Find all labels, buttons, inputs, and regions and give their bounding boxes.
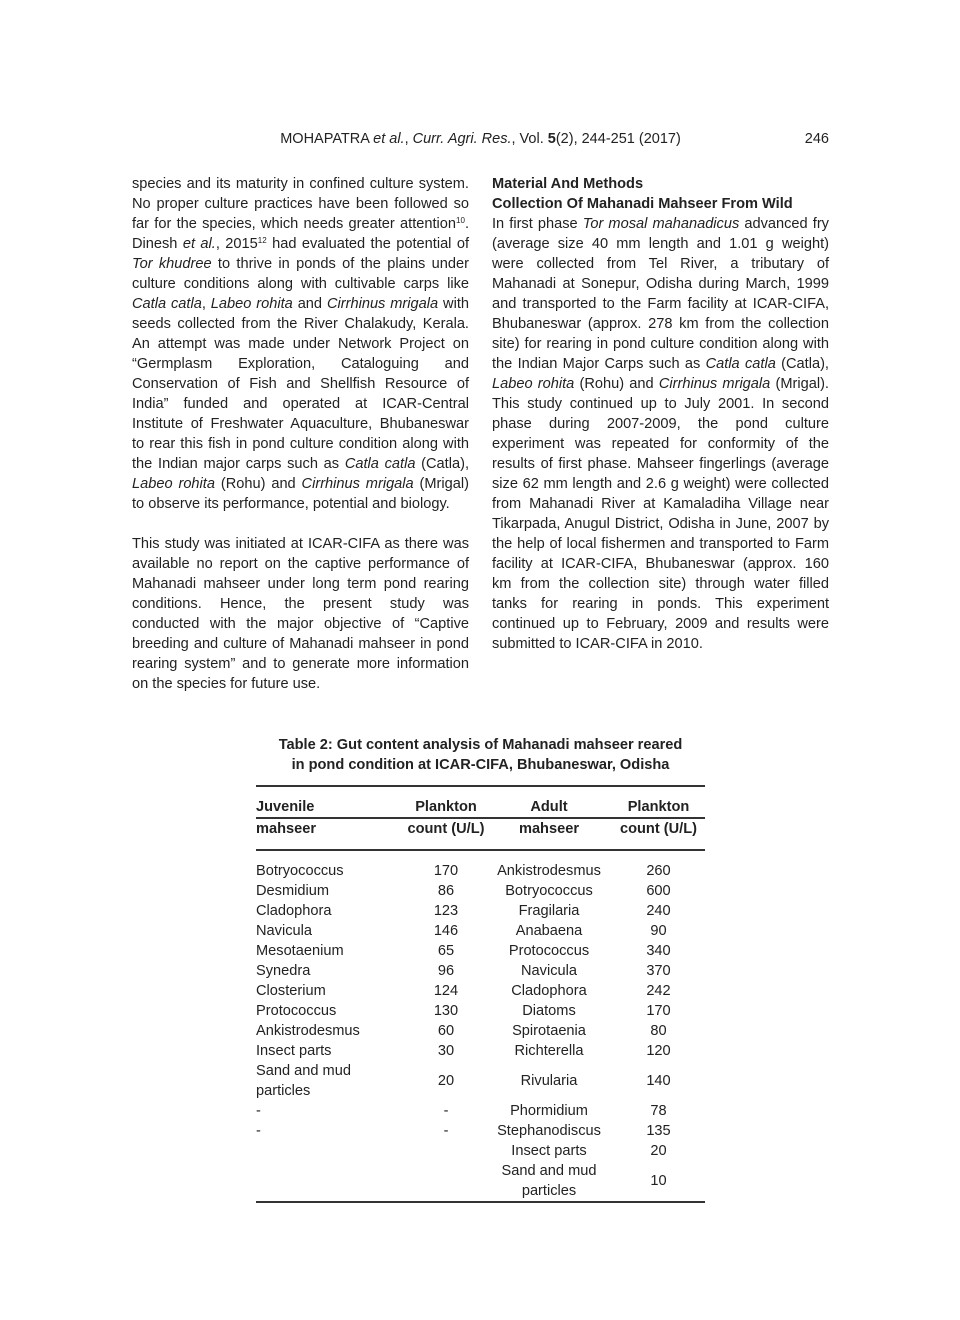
table-body [256,850,705,1202]
header-cell: mahseer [518,821,580,837]
adult-item-cell: Spirotaenia [512,1023,586,1039]
adult-item-cell: Sand and mud particles [501,1163,597,1199]
header-cell: count (U/L) [619,821,697,837]
citation: MOHAPATRA et al., Curr. Agri. Res., Vol. 5(2), 244-251 (2017) [280,131,681,147]
juvenile-item-cell: Closterium [256,983,326,999]
header-cell: Plankton [627,799,690,815]
adult-item-cell: Cladophora [511,983,587,999]
subsection-heading: Collection Of Mahanadi Mahseer From Wild [492,196,793,212]
juvenile-count-cell: 146 [433,923,459,939]
adult-count-cell: 120 [646,1043,671,1059]
table-row [256,1121,705,1141]
adult-item-cell: Anabaena [515,923,583,939]
table-row [256,1061,705,1101]
juvenile-count-cell: 86 [437,883,455,899]
adult-item-cell: Insect parts [511,1143,587,1159]
juvenile-item-cell: Protococcus [256,1003,337,1019]
table-caption-line: in pond condition at ICAR-CIFA, Bhubaneswar, Odisha [291,757,670,773]
juvenile-count-cell: - [443,1123,449,1139]
intro-paragraph: species and its maturity in confined culture system. No proper culture practices have been followed so far for the species, which needs greater attention$^{10}$. Dinesh et al., 2015$^{12}$ had evaluated the potential of Tor khudree to thrive in ponds of the plains under culture conditions along with cultivable carps like Catla catla, Labeo rohita and Cirrhinus mrigala with seeds collected from the River Chalakudy, Kerala. An attempt was made under Network Project on “Germplasm Exploration, Cataloguing and Conservation of Fish and Shellfish Resource of India” funded and operated at ICAR-Central Institute of Freshwater Aquaculture, Bhubaneswar to rear this fish in pond culture condition along with the Indian major carps such as Catla catla (Catla), Labeo rohita (Rohu) and Cirrhinus mrigala (Mrigal) to observe its performance, potential and biology. [132,176,470,512]
header-cell: Juvenile [256,799,315,815]
juvenile-item-cell: Synedra [256,963,311,979]
juvenile-item-cell: Mesotaenium [256,943,344,959]
adult-count-cell: 90 [650,923,667,939]
juvenile-item-cell: Cladophora [256,903,332,919]
header-cell: count (U/L) [407,821,485,837]
gut-content-table [256,785,705,1203]
juvenile-count-cell: 96 [437,963,455,979]
adult-item-cell: Stephanodiscus [497,1123,601,1139]
juvenile-count-cell: 170 [433,863,459,879]
table-row [256,941,705,961]
adult-count-cell: 600 [646,883,671,899]
adult-item-cell: Fragilaria [518,903,580,919]
juvenile-item-cell: Botryococcus [256,863,344,879]
table-row [256,1001,705,1021]
adult-count-cell: 20 [650,1143,667,1159]
table-row [256,1101,705,1121]
adult-item-cell: Protococcus [508,943,590,959]
table-row [256,1021,705,1041]
juvenile-item-cell [256,1161,406,1202]
section-heading: Material And Methods [492,176,644,192]
juvenile-count-cell [406,1141,486,1161]
right-column [492,174,829,654]
adult-count-cell: 240 [646,903,671,919]
adult-count-cell: 260 [646,863,671,879]
header-cell: Plankton [415,799,477,815]
table-caption [256,735,705,775]
page-number: 246 [804,131,829,147]
juvenile-count-cell: 20 [437,1073,455,1089]
table-row [256,981,705,1001]
adult-count-cell: 135 [646,1123,671,1139]
juvenile-count-cell [406,1161,486,1202]
table-header-row [256,786,705,818]
adult-count-cell: 340 [646,943,671,959]
juvenile-count-cell: - [443,1103,449,1119]
adult-item-cell: Rivularia [520,1073,578,1089]
table-caption-line: Table 2: Gut content analysis of Mahanadi mahseer reared [278,737,683,753]
table-row [256,961,705,981]
juvenile-count-cell: 124 [433,983,459,999]
juvenile-item-cell: - [256,1103,261,1119]
juvenile-item-cell [256,1141,406,1161]
juvenile-count-cell: 123 [433,903,459,919]
adult-count-cell: 140 [646,1073,671,1089]
header-cell: Adult [530,799,568,815]
objective-paragraph: This study was initiated at ICAR-CIFA as there was available no report on the captive performance of Mahanadi mahseer under long term pond rearing conditions. Hence, the present study was conducted with the major objective of “Captive breeding and culture of Mahanadi mahseer in pond rearing system” and to generate more information on the species for future use. [132,536,469,692]
adult-count-cell: 370 [646,963,671,979]
table-row [256,1161,705,1202]
adult-item-cell: Ankistrodesmus [497,863,601,879]
table-row [256,1041,705,1061]
adult-item-cell: Botryococcus [505,883,593,899]
left-column [132,174,469,694]
table-row [256,1141,705,1161]
juvenile-item-cell: Navicula [256,923,312,939]
table-header-row [256,818,705,850]
juvenile-item-cell: - [256,1123,261,1139]
adult-item-cell: Richterella [514,1043,584,1059]
juvenile-count-cell: 65 [437,943,455,959]
juvenile-item-cell: Sand and mud particles [256,1063,351,1099]
juvenile-count-cell: 30 [437,1043,455,1059]
header-cell: mahseer [256,821,317,837]
table-row [256,921,705,941]
table-row [256,901,705,921]
adult-count-cell: 242 [646,983,671,999]
juvenile-count-cell: 60 [437,1023,455,1039]
adult-item-cell: Phormidium [510,1103,588,1119]
juvenile-count-cell: 130 [433,1003,459,1019]
adult-count-cell: 78 [650,1103,667,1119]
juvenile-item-cell: Ankistrodesmus [256,1023,360,1039]
table-row [256,850,705,881]
juvenile-item-cell: Insect parts [256,1043,332,1059]
adult-item-cell: Diatoms [522,1003,576,1019]
methods-paragraph: In first phase Tor mosal mahanadicus advanced fry (average size 40 mm length and 1.01 g weight) were collected from Tel River, a tributary of Mahanadi at Sonepur, Odisha during March, 1999 and transported to the Farm facility at ICAR-CIFA, Bhubaneswar (approx. 278 km from the collection site) for rearing in pond culture condition along with the Indian Major Carps such as Catla catla (Catla), Labeo rohita (Rohu) and Cirrhinus mrigala (Mrigal). This study continued up to July 2001. In second phase during 2007-2009, the pond culture experiment was repeated for conformity of the results of first phase. Mahseer fingerlings (average size 62 mm length and 2.6 g weight) were collected from Mahanadi River at Kamaladiha Village near Tikarpada, Anugul District, Odisha in June, 2007 by the help of local fishermen and transported to Farm facility at ICAR-CIFA, Bhubaneswar (approx. 160 km from the collection site) through water filled tanks for rearing in ponds. This experiment continued up to February, 2009 and results were submitted to ICAR-CIFA in 2010. [492,216,829,652]
adult-item-cell: Navicula [521,963,577,979]
table-row [256,881,705,901]
juvenile-item-cell: Desmidium [256,883,329,899]
adult-count-cell: 170 [646,1003,671,1019]
adult-count-cell: 80 [650,1023,667,1039]
adult-count-cell: 10 [650,1173,667,1189]
